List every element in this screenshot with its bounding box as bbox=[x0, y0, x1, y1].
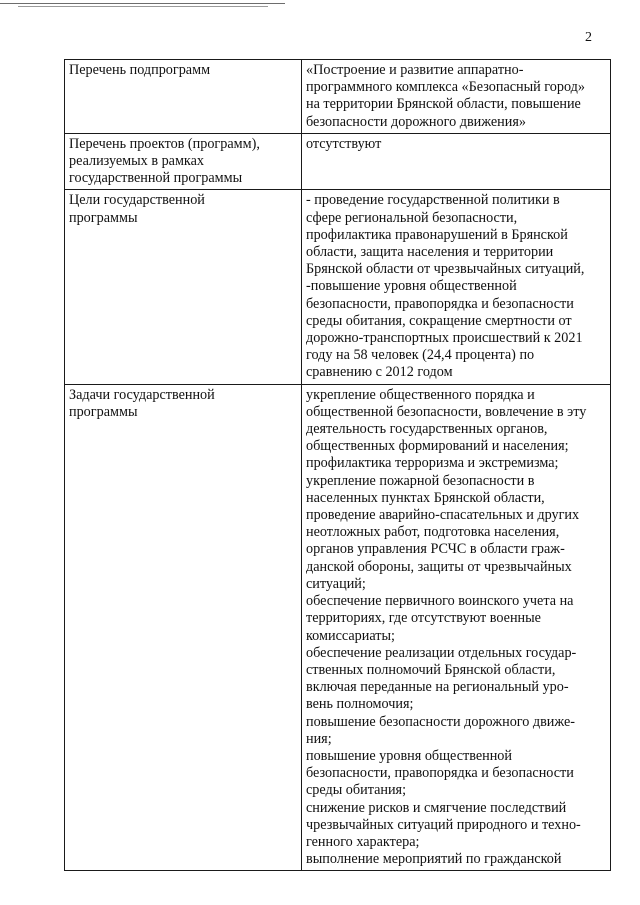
row-value-line: снижение рисков и смягчение последствий bbox=[306, 799, 567, 816]
row-value-line: ния; bbox=[306, 730, 332, 747]
row-value-line: проведение аварийно-спасательных и других bbox=[306, 507, 580, 524]
row-value-line: профилактика терроризма и экстремизма; bbox=[306, 455, 559, 472]
row-value-line: повышение безопасности дорожного движе- bbox=[306, 713, 576, 730]
row-value-line: безопасности, правопорядка и безопасности bbox=[306, 765, 574, 782]
row-label-cell bbox=[65, 133, 302, 190]
scan-artifact-line bbox=[0, 3, 285, 4]
row-value-line: сравнению с 2012 годом bbox=[306, 364, 453, 381]
table-row bbox=[65, 190, 611, 384]
row-value-line: неотложных работ, подготовка населения, bbox=[306, 524, 560, 541]
row-value-line: «Построение и развитие аппаратно- bbox=[306, 62, 524, 78]
row-label-line: реализуемых в рамках bbox=[69, 153, 205, 170]
row-value-line: году на 58 человек (24,4 процента) по bbox=[306, 347, 535, 364]
row-value-line: области, защита населения и территории bbox=[306, 244, 554, 261]
row-value-cell bbox=[302, 133, 611, 190]
program-passport-table bbox=[64, 59, 611, 871]
row-value-line: ственных полномочий Брянской области, bbox=[306, 661, 556, 678]
row-label-line: Задачи государственной bbox=[69, 386, 215, 403]
table-row bbox=[65, 384, 611, 871]
row-value-line: деятельность государственных органов, bbox=[306, 421, 548, 438]
row-value-line: - проведение государственной политики в bbox=[306, 192, 560, 209]
row-label-line: программы bbox=[69, 403, 138, 420]
row-label-cell bbox=[65, 60, 302, 134]
row-value-line: безопасности дорожного движения» bbox=[306, 113, 526, 130]
row-value-line: общественных формирований и населения; bbox=[306, 438, 569, 455]
row-value-cell bbox=[302, 384, 611, 871]
row-value-line: данской обороны, защиты от чрезвычайных bbox=[306, 558, 572, 575]
row-value-line: населенных пунктах Брянской области, bbox=[306, 489, 545, 506]
scan-artifact-line bbox=[18, 6, 268, 7]
row-value-line: территориях, где отсутствуют военные bbox=[306, 610, 541, 627]
row-value-cell bbox=[302, 190, 611, 384]
row-value-line: сфере региональной безопасности, bbox=[306, 209, 518, 226]
row-value-line: генного характера; bbox=[306, 833, 420, 850]
row-value-line: включая переданные на региональный уро- bbox=[306, 679, 569, 696]
row-value-line: среды обитания, сокращение смертности от bbox=[306, 312, 572, 329]
row-value-line: вень полномочия; bbox=[306, 696, 414, 713]
row-label-line: Цели государственной bbox=[69, 192, 205, 209]
row-value-line: программного комплекса «Безопасный город» bbox=[306, 79, 585, 96]
table-row bbox=[65, 60, 611, 134]
row-value-line: ситуаций; bbox=[306, 575, 366, 592]
row-value-line: выполнение мероприятий по гражданской bbox=[306, 851, 562, 868]
row-value-line: обеспечение реализации отдельных государ- bbox=[306, 644, 577, 661]
row-value-line: среды обитания; bbox=[306, 782, 407, 799]
table-row bbox=[65, 133, 611, 190]
row-value-line: на территории Брянской области, повышение bbox=[306, 96, 581, 113]
row-value-line: профилактика правонарушений в Брянской bbox=[306, 226, 568, 243]
page-number: 2 bbox=[585, 30, 592, 45]
row-value-line: дорожно-транспортных происшествий к 2021 bbox=[306, 330, 583, 347]
row-value-line: -повышение уровня общественной bbox=[306, 278, 517, 295]
row-label-cell bbox=[65, 384, 302, 871]
row-label-line: Перечень подпрограмм bbox=[69, 62, 211, 78]
row-value-line: укрепление пожарной безопасности в bbox=[306, 472, 535, 489]
row-value-line: укрепление общественного порядка и bbox=[306, 386, 535, 403]
row-label-cell bbox=[65, 190, 302, 384]
row-label-line: Перечень проектов (программ), bbox=[69, 135, 260, 152]
row-value-line: отсутствуют bbox=[306, 135, 382, 152]
row-value-line: безопасности, правопорядка и безопасности bbox=[306, 295, 574, 312]
row-value-line: комиссариаты; bbox=[306, 627, 395, 644]
row-label-line: программы bbox=[69, 209, 138, 226]
row-value-cell bbox=[302, 60, 611, 134]
row-label-line: государственной программы bbox=[69, 170, 243, 187]
row-value-line: Брянской области от чрезвычайных ситуаций, bbox=[306, 261, 585, 278]
row-value-line: чрезвычайных ситуаций природного и техно- bbox=[306, 816, 581, 833]
row-value-line: обеспечение первичного воинского учета на bbox=[306, 593, 574, 610]
row-value-line: общественной безопасности, вовлечение в эту bbox=[306, 403, 587, 420]
row-value-line: повышение уровня общественной bbox=[306, 747, 512, 764]
row-value-line: органов управления РСЧС в области граж- bbox=[306, 541, 565, 558]
